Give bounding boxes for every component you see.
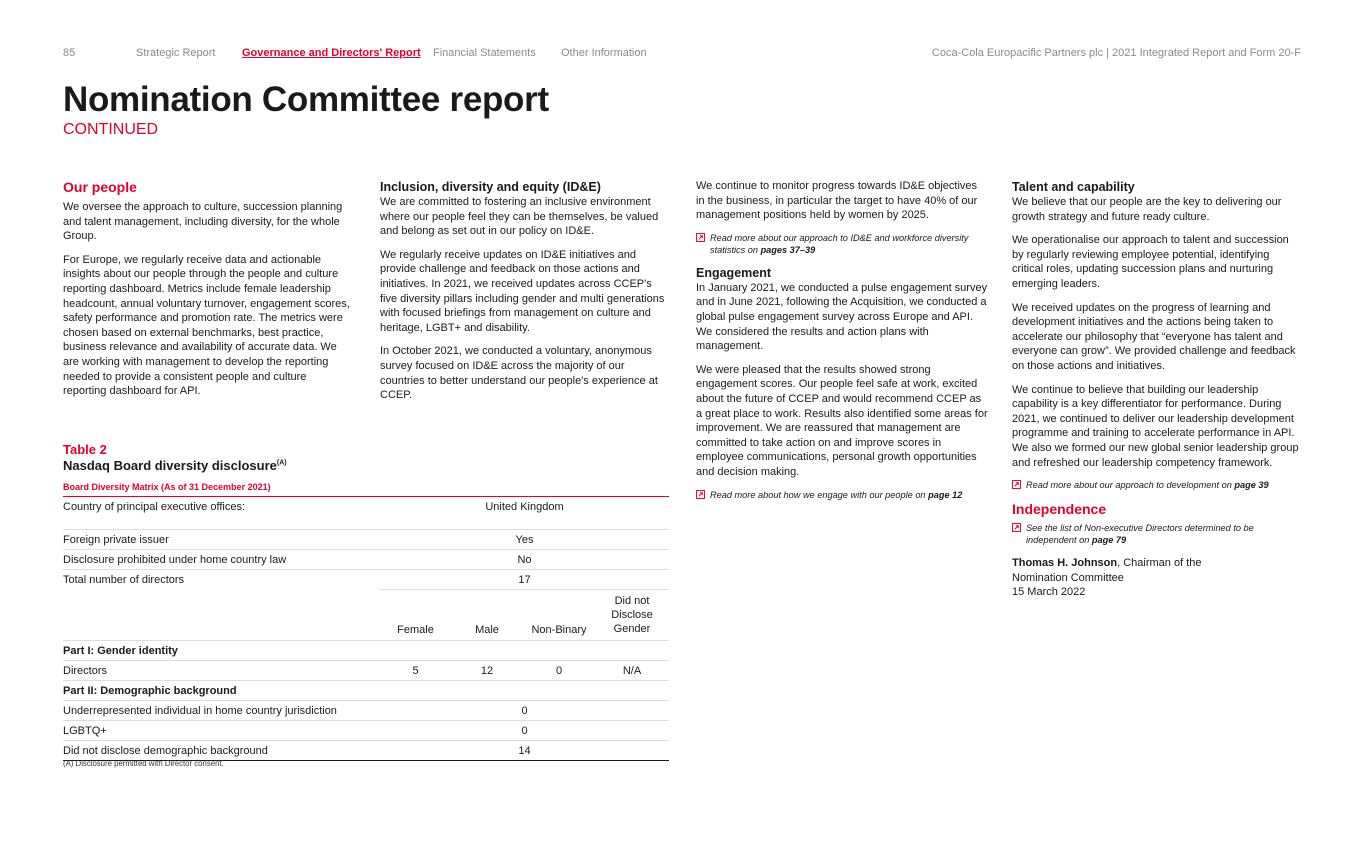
readmore-ide-text: Read more about our approach to ID&E and workforce diversity statistics on (710, 232, 969, 255)
table-row (63, 661, 669, 681)
ide-paragraph-1: We are committed to fostering an inclusive environment where our people feel they can be themselves, be valued and belong as set out in our policy on ID&E. (380, 196, 659, 238)
board-diversity-table (63, 496, 669, 761)
talent-paragraph-1: We believe that our people are the key to delivering our growth strategy and future ready culture. (1012, 196, 1282, 223)
prohibited-value: No (380, 550, 669, 570)
ide-paragraph-3: In October 2021, we conducted a voluntary, anonymous survey focused on ID&E across the majority of our countries to better understand our people's experience at CCEP. (380, 345, 658, 402)
table-row (63, 681, 669, 701)
talent-heading: Talent and capability (1012, 180, 1135, 194)
country-label: Country of principal executive offices: (63, 497, 380, 518)
publication-title: Coca-Cola Europacific Partners plc | 2021 Integrated Report and Form 20-F (931, 47, 1301, 59)
our-people-paragraph-2: For Europe, we regularly receive data and actionable insights about our people through the people and culture reporting dashboard. Metrics include female leadership headcount, annual voluntary turnover, engagement scores, safety performance and promotion rate. The metrics were chosen based on external benchmarks, best practice, business relevance and availability of accurate data. We are working with management to develop the reporting needed to provide a consistent people and culture reporting dashboard for API. (63, 253, 350, 398)
read-more-icon (696, 233, 705, 242)
nav-strategic-report[interactable]: Strategic Report (136, 47, 216, 59)
table-label: Table 2 (63, 442, 107, 457)
readmore-development-text: Read more about our approach to development on (1026, 480, 1235, 491)
readmore-engage-text: Read more about how we engage with our people on (710, 489, 929, 500)
underrep-label: Underrepresented individual in home country jurisdiction (63, 701, 380, 721)
part-2-heading: Part II: Demographic background (63, 681, 669, 701)
dnd-demographic-label: Did not disclose demographic background (63, 741, 380, 761)
talent-paragraph-4: We continue to believe that building our leadership capability is a key differentiator for performance. During 2021, we continued to deliver our leadership development programme and training to accelerate performance in API. We also we formed our new global senior leadership group and refreshed our leadership competency framework. (1012, 383, 1299, 469)
signatory-committee: Nomination Committee (1012, 571, 1124, 584)
readmore-independence-link[interactable] (1012, 522, 1302, 546)
table-row (63, 550, 669, 570)
monitoring-paragraph: We continue to monitor progress towards ID&E objectives in the business, in particular the target to have 40% of our management positions held by women by 2025. (696, 180, 978, 222)
continued-label: CONTINUED (63, 121, 159, 138)
read-more-icon (1012, 523, 1021, 532)
signatory-role: , Chairman of the (1117, 557, 1202, 570)
directors-did-not-disclose: N/A (595, 661, 669, 681)
readmore-independence-text: See the list of Non-executive Directors determined to be independent on (1026, 523, 1254, 546)
readmore-ide-link[interactable] (696, 232, 988, 256)
read-more-icon (696, 490, 705, 499)
table-title-text: Nasdaq Board diversity disclosure (63, 458, 277, 473)
readmore-ide-page[interactable]: pages 37–39 (760, 244, 816, 255)
total-directors-value: 17 (380, 570, 669, 590)
underrep-value: 0 (380, 701, 669, 721)
table-header-row (63, 590, 669, 641)
fpi-label: Foreign private issuer (63, 530, 380, 550)
engagement-paragraph-1: In January 2021, we conducted a pulse engagement survey and in June 2021, following the Acquisition, we conducted a global pulse engagement survey across Europe and API. We considered the results and action plans with management. (696, 281, 988, 353)
directors-nonbinary: 0 (523, 661, 595, 681)
engagement-heading: Engagement (696, 265, 772, 280)
table-row (63, 701, 669, 721)
our-people-paragraph-1: We oversee the approach to culture, succession planning and talent management, including diversity, for the whole Group. (63, 201, 343, 243)
col-female: Female (380, 590, 451, 641)
col-male: Male (451, 590, 523, 641)
ide-heading: Inclusion, diversity and equity (ID&E) (380, 180, 601, 194)
directors-male: 12 (451, 661, 523, 681)
table-title-footnote-ref: (A) (276, 459, 287, 467)
country-value: United Kingdom (380, 497, 669, 518)
col-nonbinary: Non-Binary (523, 590, 595, 641)
talent-paragraph-3: We received updates on the progress of learning and development initiatives and the actions being taken to accelerate our philosophy that “everyone has talent and everyone can grow”. We provided challenge and feedback on those actions and initiatives. (1012, 301, 1296, 372)
prohibited-label: Disclosure prohibited under home country law (63, 550, 380, 570)
readmore-independence-page[interactable]: page 79 (1091, 535, 1127, 546)
readmore-development-page[interactable]: page 39 (1234, 480, 1269, 491)
fpi-value: Yes (380, 530, 669, 550)
our-people-heading: Our people (63, 179, 137, 195)
page-title: Nomination Committee report (63, 80, 549, 119)
table-row (63, 741, 669, 761)
nav-other-information[interactable]: Other Information (561, 47, 647, 59)
directors-female: 5 (380, 661, 451, 681)
page-number: 85 (63, 47, 76, 59)
nav-financial-statements[interactable]: Financial Statements (433, 47, 536, 59)
readmore-engage-link[interactable] (696, 489, 988, 501)
table-row (63, 570, 669, 590)
ide-section (380, 180, 666, 412)
signature-date: 15 March 2022 (1012, 586, 1086, 599)
table-footnote: (A) Disclosure permitted with Director consent. (63, 759, 224, 768)
read-more-icon (1012, 480, 1021, 489)
part-1-heading: Part I: Gender identity (63, 641, 669, 661)
table-row (63, 497, 669, 518)
talent-independence-section (1012, 180, 1302, 600)
talent-paragraph-2: We operationalise our approach to talent and succession by regularly reviewing employee potential, identifying critical roles, updating succession plans and nurturing emerging leaders. (1012, 234, 1289, 290)
table-row (63, 530, 669, 550)
independence-heading: Independence (1012, 501, 1107, 518)
readmore-engage-page[interactable]: page 12 (928, 489, 963, 500)
total-directors-label: Total number of directors (63, 573, 185, 586)
table-subtitle: Board Diversity Matrix (As of 31 December 2021) (63, 482, 271, 492)
dnd-demographic-value: 14 (380, 741, 669, 761)
monitoring-engagement-section (696, 179, 988, 511)
directors-label: Directors (63, 661, 380, 681)
table-spacer (63, 517, 669, 530)
table-row (63, 721, 669, 741)
table-title (63, 458, 287, 473)
ide-paragraph-2: We regularly receive updates on ID&E initiatives and provide challenge and feedback on those actions and initiatives. In 2021, we received updates across CCEP's five diversity pillars including gender and multi generations with focused briefings from management on culture and heritage, LGBT+ and disability. (380, 248, 665, 334)
lgbtq-label: LGBTQ+ (63, 721, 380, 741)
readmore-development-link[interactable] (1012, 479, 1302, 491)
our-people-section (63, 179, 351, 408)
signature-block (1012, 556, 1302, 600)
lgbtq-value: 0 (380, 721, 669, 741)
col-did-not-disclose: Did not Disclose Gender (595, 590, 669, 641)
nav-governance-report[interactable]: Governance and Directors' Report (242, 47, 421, 59)
table-row (63, 641, 669, 661)
engagement-paragraph-2: We were pleased that the results showed strong engagement scores. Our people feel safe at work, excited about the future of CCEP and would recommend CCEP as a great place to work. Results also identified some areas for improvement. We are reassured that management are committed to take action on and improve scores in employee communications, personal growth opportunities and decision making. (696, 363, 988, 478)
signatory-name: Thomas H. Johnson (1012, 557, 1118, 570)
